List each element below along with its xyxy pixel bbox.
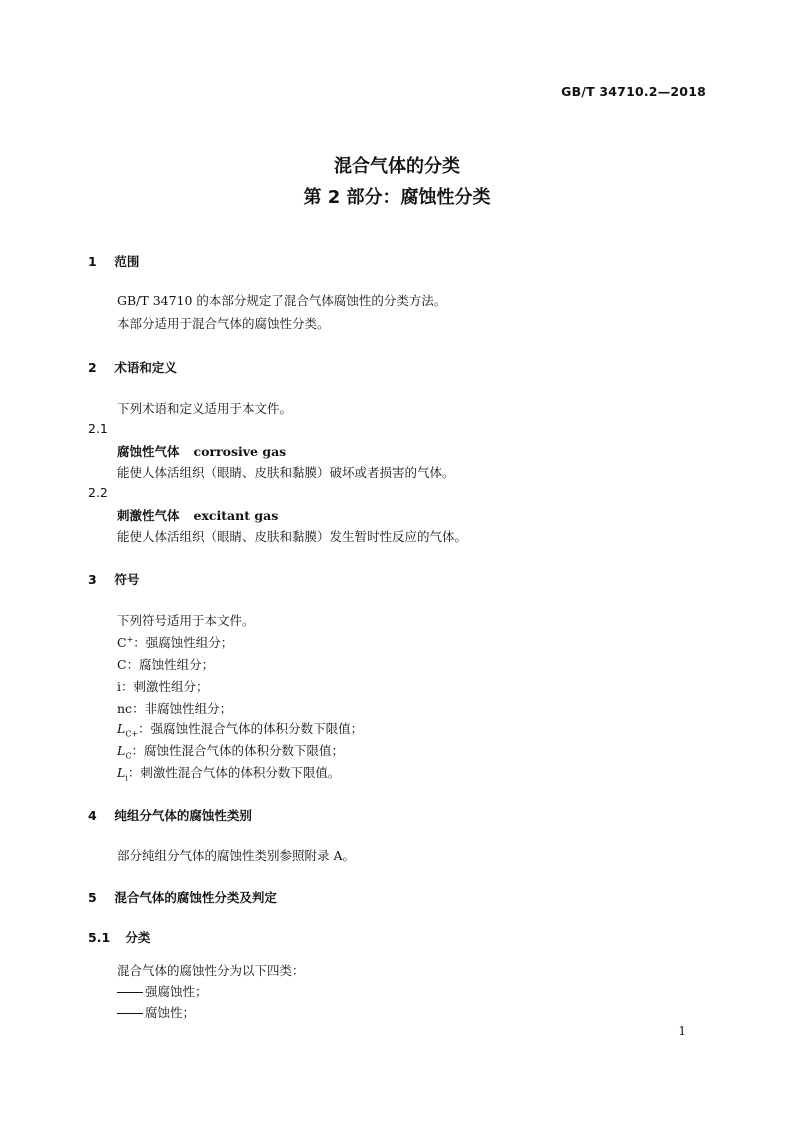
symbol-definition: $L_{C+}$：强腐蚀性混合气体的体积分数下限值； [117, 721, 364, 739]
paragraph: 混合气体的腐蚀性分为以下四类： [117, 963, 305, 978]
symbol-definition: $L_C$：腐蚀性混合气体的体积分数下限值； [117, 743, 344, 761]
term-chinese: 腐蚀性气体 [117, 444, 180, 459]
section-title: 纯组分气体的腐蚀性类别 [114, 808, 252, 823]
term-definition: 能使人体活组织（眼睛、皮肤和黏膜）发生暂时性反应的气体。 [117, 529, 468, 544]
section-title: 混合气体的腐蚀性分类及判定 [114, 890, 277, 905]
section-4-heading [88, 806, 252, 824]
clause-number: 2.1 [88, 421, 108, 436]
section-title: 符号 [114, 572, 140, 587]
term-english: corrosive gas [193, 444, 287, 459]
term-english: excitant gas [193, 508, 279, 523]
paragraph: 本部分适用于混合气体的腐蚀性分类。 [117, 316, 330, 331]
dash-marker [117, 992, 143, 993]
symbol-definition: C+：强腐蚀性组分； [117, 634, 234, 650]
paragraph: 下列术语和定义适用于本文件。 [117, 401, 293, 416]
list-item: 腐蚀性； [117, 1003, 195, 1021]
subsection-5-1-heading [88, 928, 150, 946]
term-entry [117, 442, 286, 460]
list-item: 强腐蚀性； [117, 982, 208, 1000]
paragraph: 部分纯组分气体的腐蚀性类别参照附录 A。 [117, 848, 356, 863]
document-subtitle: 第 2 部分：腐蚀性分类 [303, 187, 491, 208]
subsection-number: 5.1 [88, 930, 111, 945]
section-5-heading [88, 888, 277, 906]
section-number: 3 [88, 572, 97, 587]
section-1-heading [88, 252, 139, 270]
section-title: 范围 [114, 254, 140, 269]
standard-number: GB/T 34710.2—2018 [561, 84, 706, 99]
section-title: 术语和定义 [114, 360, 177, 375]
paragraph: GB/T 34710 的本部分规定了混合气体腐蚀性的分类方法。 [117, 293, 447, 308]
symbol-definition: nc：非腐蚀性组分； [117, 701, 233, 716]
subsection-title: 分类 [125, 930, 151, 945]
section-2-heading [88, 358, 177, 376]
clause-number: 2.2 [88, 485, 108, 500]
term-entry [117, 506, 278, 524]
section-3-heading [88, 570, 139, 588]
symbol-definition: C：腐蚀性组分； [117, 657, 215, 672]
term-definition: 能使人体活组织（眼睛、皮肤和黏膜）破坏或者损害的气体。 [117, 465, 455, 480]
section-number: 5 [88, 890, 97, 905]
dash-marker [117, 1013, 143, 1014]
symbol-definition: $L_i$：刺激性混合气体的体积分数下限值。 [117, 765, 341, 783]
term-chinese: 刺激性气体 [117, 508, 180, 523]
section-number: 1 [88, 254, 97, 269]
page-number: 1 [678, 1024, 686, 1038]
section-number: 4 [88, 808, 97, 823]
section-number: 2 [88, 360, 97, 375]
paragraph: 下列符号适用于本文件。 [117, 613, 255, 628]
symbol-definition: i：刺激性组分； [117, 679, 209, 694]
document-title: 混合气体的分类 [334, 156, 460, 177]
